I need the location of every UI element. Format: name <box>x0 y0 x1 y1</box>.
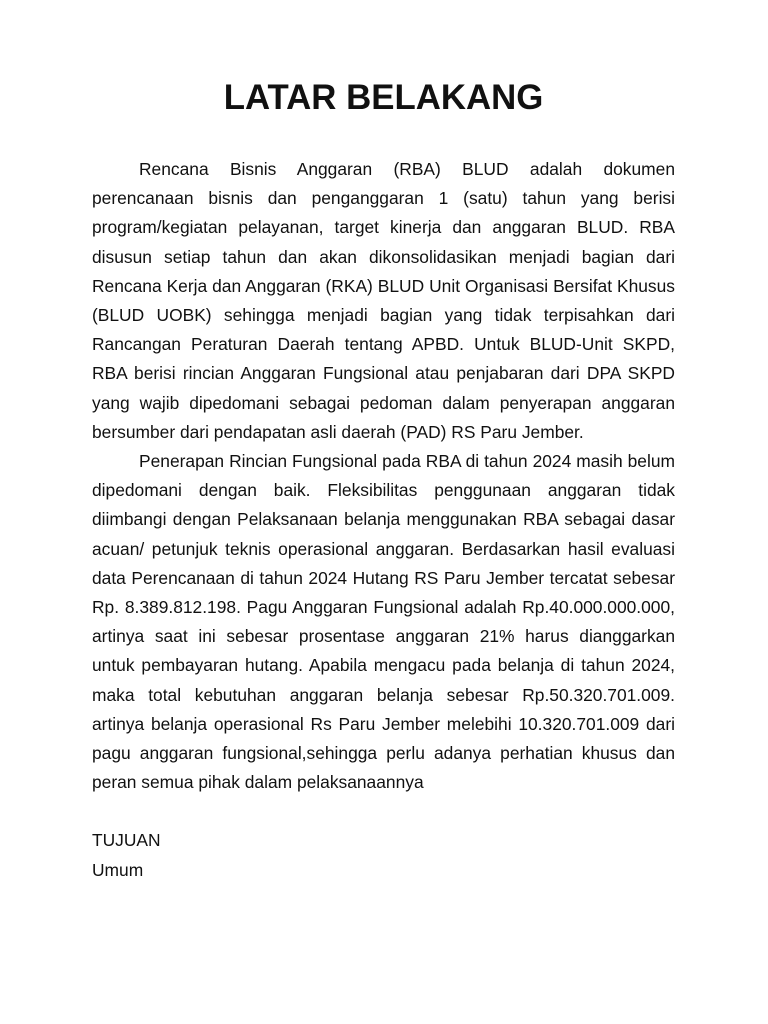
document-title: LATAR BELAKANG <box>223 78 544 117</box>
subheading-umum: Umum <box>92 859 144 880</box>
document-body <box>92 78 675 885</box>
paragraph-implementation: Penerapan Rincian Fungsional pada RBA di tahun 2024 masih belum dipedomani dengan baik. Fleksibilitas penggunaan anggaran tidak diimbangi dengan Pelaksanaan belanja menggunakan RBA sebagai dasar acuan/ petunjuk teknis operasional anggaran. Berdasarkan hasil evaluasi data Perencanaan di tahun 2024 Hutang RS Paru Jember tercatat sebesar Rp. 8.389.812.198. Pagu Anggaran Fungsional adalah Rp.40.000.000.000, artinya saat ini sebesar prosentase anggaran 21% harus dianggarkan untuk pembayaran hutang. Apabila mengacu pada belanja di tahun 2024, maka total kebutuhan anggaran belanja sebesar Rp.50.320.701.009. artinya belanja operasional Rs Paru Jember melebihi 10.320.701.009 dari pagu anggaran fungsional,sehingga perlu adanya perhatian khusus dan peran semua pihak dalam pelaksanaannya <box>92 451 675 793</box>
paragraph-background: Rencana Bisnis Anggaran (RBA) BLUD adalah dokumen perencanaan bisnis dan penganggaran 1 (satu) tahun yang berisi program/kegiatan pelayanan, target kinerja dan anggaran BLUD. RBA disusun setiap tahun dan akan dikonsolidasikan menjadi bagian dari Rencana Kerja dan Anggaran (RKA) BLUD Unit Organisasi Bersifat Khusus (BLUD UOBK) sehingga menjadi bagian yang tidak terpisahkan dari Rancangan Peraturan Daerah tentang APBD. Untuk BLUD-Unit SKPD, RBA berisi rincian Anggaran Fungsional atau penjabaran dari DPA SKPD yang wajib dipedomani sebagai pedoman dalam penyerapan anggaran bersumber dari pendapatan asli daerah (PAD) RS Paru Jember. <box>92 159 675 442</box>
section-heading-tujuan: TUJUAN <box>92 830 161 851</box>
